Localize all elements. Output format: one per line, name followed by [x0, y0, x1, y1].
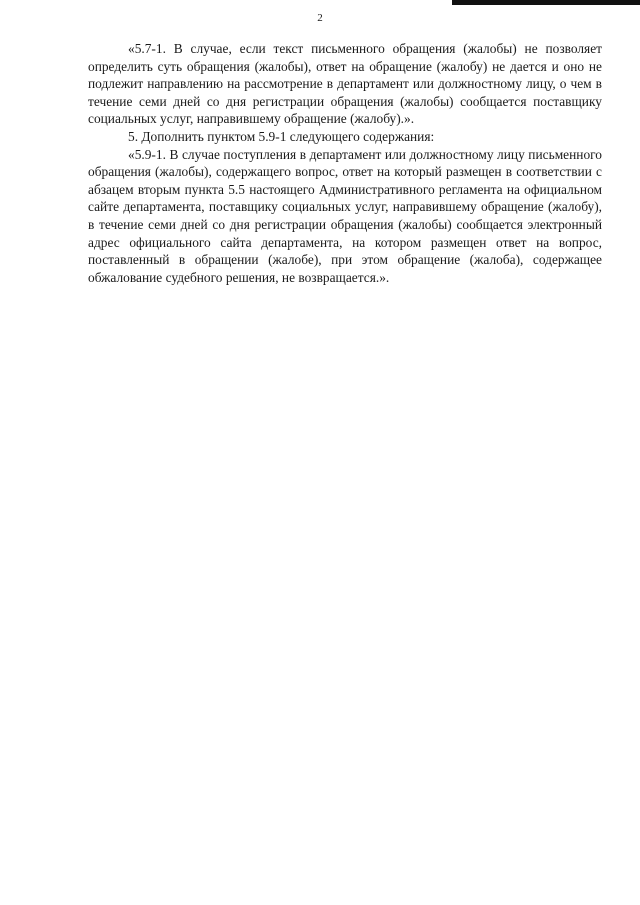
document-body [88, 40, 602, 286]
page-number: 2 [317, 12, 323, 24]
paragraph-5-7-1: «5.7-1. В случае, если текст письменного обращения (жалобы) не позволяет определить суть обращения (жалобы), ответ на обращение (жалобу) не дается и оно не подлежит направлению на рассмотрение в департамент или должностному лицу, о чем в течение семи дней со дня регистрации обращения (жалобы) сообщается поставщику социальных услуг, направившему обращение (жалобу).». [88, 41, 602, 127]
scan-artifact [452, 0, 640, 5]
paragraph-item-5: 5. Дополнить пунктом 5.9-1 следующего содержания: [128, 128, 435, 144]
paragraph-5-9-1: «5.9-1. В случае поступления в департамент или должностному лицу письменного обращения (жалобы), содержащего вопрос, ответ на который размещен в соответствии с абзацем вторым пункта 5.5 настоящего Административного регламента на официальном сайте департамента, поставщику социальных услуг, направившему обращение (жалобу), в течение семи дней со дня регистрации обращения (жалобы) сообщается электронный адрес официального сайта департамента, на котором размещен ответ на вопрос, поставленный в обращении (жалобе), при этом обращение (жалоба), содержащее обжалование судебного решения, не возвращается.». [88, 146, 602, 285]
